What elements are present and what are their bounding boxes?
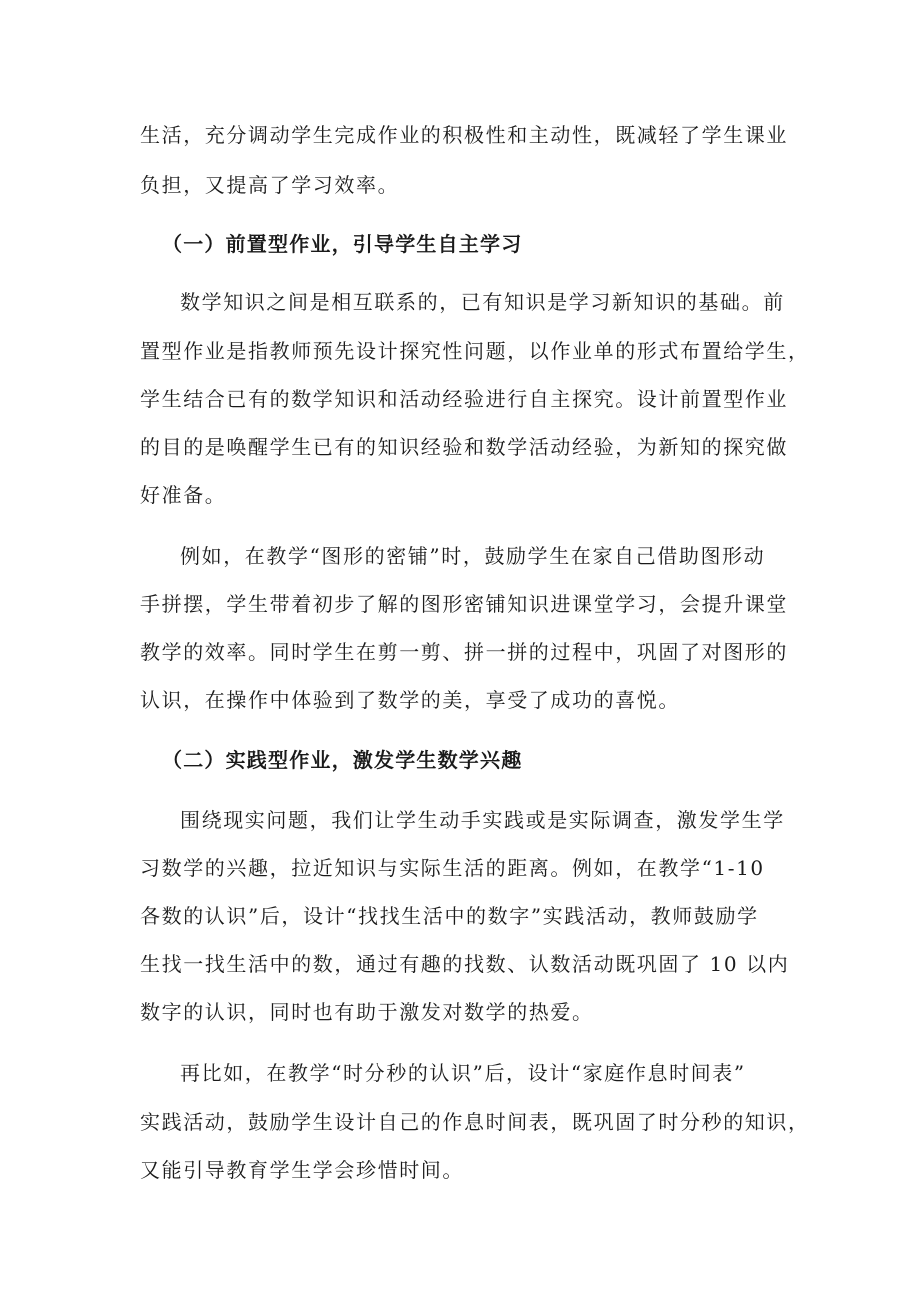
body-text-line: 习数学的兴趣，拉近知识与实际生活的距离。例如，在教学“1-10 <box>140 856 765 880</box>
body-text-line: 置型作业是指教师预先设计探究性问题，以作业单的形式布置给学生， <box>140 339 810 363</box>
body-text-line: 手拼摆，学生带着初步了解的图形密铺知识进课堂学习，会提升课堂 <box>140 592 788 616</box>
body-text-line: 的目的是唤醒学生已有的知识经验和数学活动经验，为新知的探究做 <box>140 435 788 459</box>
body-text-line: 实践活动，鼓励学生设计自己的作息时间表，既巩固了时分秒的知识， <box>140 1110 810 1134</box>
body-text-line: 数字的认识，同时也有助于激发对数学的热爱。 <box>140 1000 594 1024</box>
body-text-line: 各数的认识”后，设计“找找生活中的数字”实践活动，教师鼓励学 <box>140 904 759 928</box>
section-heading-1: （一）前置型作业，引导学生自主学习 <box>162 232 523 256</box>
body-text-line: 认识，在操作中体验到了数学的美，享受了成功的喜悦。 <box>140 688 680 712</box>
body-text-line: 好准备。 <box>140 483 227 507</box>
body-text-line: 围绕现实问题，我们让学生动手实践或是实际调查，激发学生学 <box>180 808 785 832</box>
body-text-line: 例如，在教学“图形的密铺”时，鼓励学生在家自己借助图形动 <box>180 544 766 568</box>
section-heading-2: （二）实践型作业，激发学生数学兴趣 <box>162 748 523 772</box>
body-text-line: 数学知识之间是相互联系的，已有知识是学习新知识的基础。前 <box>180 290 785 314</box>
body-text-line: 生活，充分调动学生完成作业的积极性和主动性，既减轻了学生课业 <box>140 123 788 147</box>
body-text-line: 再比如，在教学“时分秒的认识”后，设计“家庭作息时间表” <box>180 1061 746 1085</box>
body-text-line: 又能引导教育学生学会珍惜时间。 <box>140 1158 464 1182</box>
body-text-line: 学生结合已有的数学知识和活动经验进行自主探究。设计前置型作业 <box>140 387 788 411</box>
body-text-line: 生找一找生活中的数，通过有趣的找数、认数活动既巩固了 10 以内 <box>140 952 790 976</box>
body-text-line: 负担，又提高了学习效率。 <box>140 173 400 197</box>
body-text-line: 教学的效率。同时学生在剪一剪、拼一拼的过程中，巩固了对图形的 <box>140 640 788 664</box>
